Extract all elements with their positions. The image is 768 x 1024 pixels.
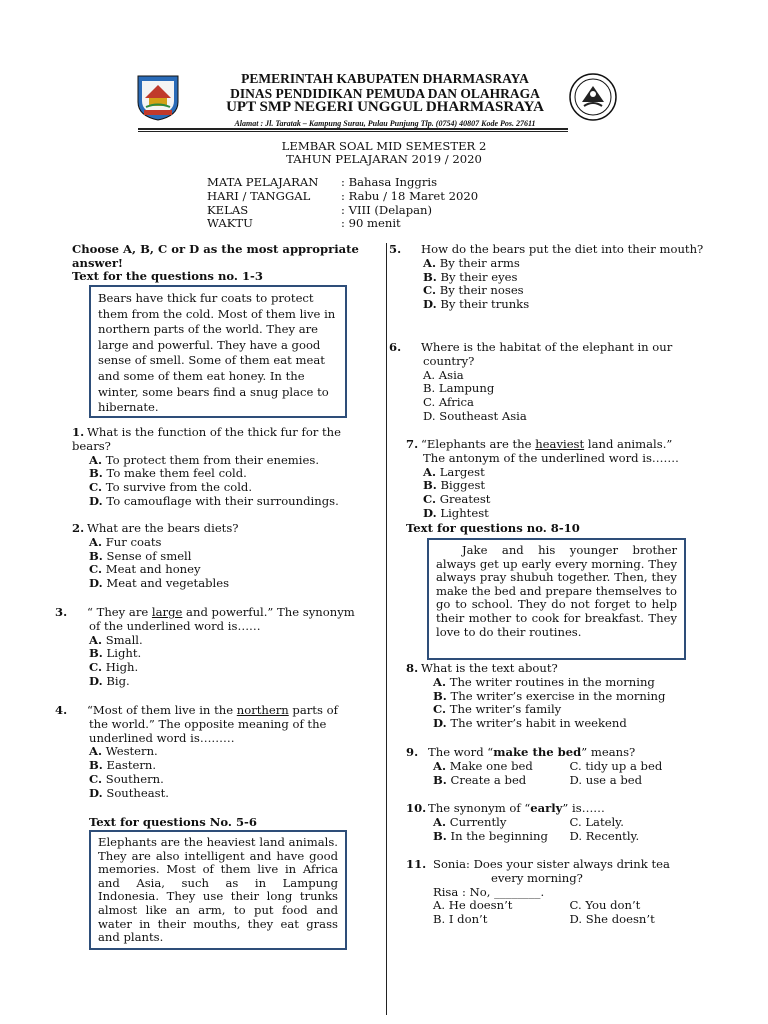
- question-10: 10. The synonym of “early” is…… A. Currently C. Lately. B. In the beginning D. Recently.: [406, 802, 706, 843]
- text3-passage: Jake and his younger brother always get up early every morning. They always pray shubuh together. Then, they make the bed and prepare themselves to go to school. They do not forget to help their mother to cook for breakfast. They love to do their routines.: [436, 543, 677, 639]
- option[interactable]: C. tidy up a bed: [569, 758, 663, 773]
- option[interactable]: D. To camouflage with their surroundings.: [89, 493, 339, 508]
- option[interactable]: B. In the beginning: [433, 828, 548, 843]
- option[interactable]: B. The writer’s exercise in the morning: [433, 688, 666, 703]
- option[interactable]: A. Western.: [89, 744, 158, 759]
- instruction: Choose A, B, C or D as the most appropriate answer!: [72, 242, 359, 270]
- text1-label: Text for the questions no. 1-3: [72, 269, 263, 283]
- option[interactable]: A. The writer routines in the morning: [433, 674, 655, 689]
- option[interactable]: C. Lately.: [569, 814, 624, 829]
- option[interactable]: A. Fur coats: [89, 534, 162, 549]
- info-class: KELAS : VIII (Delapan): [207, 203, 433, 217]
- text2-box: [89, 830, 347, 950]
- text2-label: Text for questions No. 5-6: [89, 815, 257, 829]
- option[interactable]: A. Small.: [89, 632, 143, 647]
- header-rule-thin: [138, 131, 568, 132]
- question-1: 1. What is the function of the thick fur for the bears? A. To protect them from their enemies. B. To make them feel cold. C. To survive from the cold. D. To camouflage with their surroundings.: [72, 426, 362, 509]
- option[interactable]: B. To make them feel cold.: [89, 466, 247, 481]
- option[interactable]: D. Recently.: [569, 828, 640, 843]
- option[interactable]: B. Create a bed: [433, 772, 527, 787]
- question-11: 11. Sonia: Does your sister always drink tea every morning? Risa : No, ________. A. He doesn’t C. You don’t B. I don’t D. She doesn’t: [406, 858, 706, 927]
- option[interactable]: D. By their trunks: [423, 297, 530, 312]
- option[interactable]: B. I don’t: [433, 912, 488, 927]
- option[interactable]: B. Biggest: [423, 478, 486, 493]
- header-line-2: DINAS PENDIDIKAN PEMUDA DAN OLAHRAGA: [230, 86, 540, 101]
- option[interactable]: C. High.: [89, 660, 139, 675]
- option[interactable]: A. Asia: [423, 367, 464, 382]
- option[interactable]: A. Currently: [433, 814, 507, 829]
- question-7: 7. “Elephants are the heaviest land animals.” The antonym of the underlined word is……. A. Largest B. Biggest C. Greatest D. Lightest: [406, 438, 706, 521]
- question-8: 8. What is the text about? A. The writer routines in the morning B. The writer’s exercise in the morning C. The writer’s family D. The writer’s habit in weekend: [406, 662, 706, 731]
- text3-box: [427, 538, 686, 660]
- header-line-3: UPT SMP NEGERI UNGGUL DHARMASRAYA: [226, 99, 544, 115]
- option[interactable]: A. Make one bed: [433, 758, 533, 773]
- option[interactable]: C. By their noses: [423, 283, 524, 298]
- option[interactable]: C. You don’t: [569, 898, 641, 913]
- exam-title: LEMBAR SOAL MID SEMESTER 2: [281, 139, 487, 153]
- question-4: 4. “Most of them live in the northern parts of the world.” The opposite meaning of the underlined word is……… A. Western. B. Eastern. C. Southern. D. Southeast.: [72, 704, 342, 801]
- option[interactable]: A. By their arms: [423, 255, 520, 270]
- option[interactable]: B. Lampung: [423, 381, 495, 396]
- option[interactable]: C. To survive from the cold.: [89, 480, 253, 495]
- option[interactable]: D. Southeast.: [89, 785, 169, 800]
- option[interactable]: D. Southeast Asia: [423, 408, 527, 423]
- info-date: HARI / TANGGAL : Rabu / 18 Maret 2020: [207, 189, 479, 203]
- option[interactable]: B. Eastern.: [89, 758, 157, 773]
- header-rule: [138, 128, 568, 130]
- option[interactable]: B. Sense of smell: [89, 548, 192, 563]
- district-logo: [133, 72, 183, 122]
- header-line-1: PEMERINTAH KABUPATEN DHARMASRAYA: [241, 71, 529, 86]
- text3-label: Text for questions no. 8-10: [406, 521, 580, 535]
- text1-box: [89, 285, 347, 418]
- option[interactable]: A. He doesn’t: [433, 898, 513, 913]
- option[interactable]: A. Largest: [423, 464, 485, 479]
- question-2: 2. What are the bears diets? A. Fur coats B. Sense of smell C. Meat and honey D. Meat and vegetables: [72, 522, 362, 591]
- option[interactable]: C. Southern.: [89, 771, 164, 786]
- option[interactable]: B. Light.: [89, 646, 142, 661]
- option[interactable]: B. By their eyes: [423, 269, 518, 284]
- option[interactable]: A. To protect them from their enemies.: [89, 452, 320, 467]
- header-address: Alamat : Jl. Taratak – Kampung Surau, Pulau Punjung Tlp. (0754) 40807 Kode Pos. 27611: [234, 119, 536, 128]
- exam-year: TAHUN PELAJARAN 2019 / 2020: [286, 152, 482, 166]
- option[interactable]: D. use a bed: [569, 772, 643, 787]
- question-5: 5. How do the bears put the diet into their mouth? A. By their arms B. By their eyes C. By their noses D. By their trunks: [406, 243, 706, 312]
- question-9: 9. The word “make the bed” means? A. Make one bed C. tidy up a bed B. Create a bed D. use a bed: [406, 746, 706, 787]
- text2-passage: Elephants are the heaviest land animals. They are also intelligent and have good memories. Most of them live in Africa and Asia, such as in Lampung Indonesia. They use their long trunks almost like an arm, to put food and water in their mouths, they eat grass and plants.: [98, 835, 338, 945]
- question-6: 6. Where is the habitat of the elephant in our country? A. Asia B. Lampung C. Africa D. Southeast Asia: [406, 341, 706, 424]
- option[interactable]: C. Meat and honey: [89, 562, 201, 577]
- info-subject: MATA PELAJARAN : Bahasa Inggris: [207, 175, 438, 189]
- column-divider: [386, 243, 387, 1015]
- option[interactable]: C. Greatest: [423, 492, 491, 507]
- question-3: 3. “ They are large and powerful.” The synonym of the underlined word is…… A. Small. B. Light. C. High. D. Big.: [72, 606, 362, 689]
- text1-passage: Bears have thick fur coats to protect them from the cold. Most of them live in northern parts of the world. They are large and powerful. They have a good sense of smell. Some of them eat meat and some of them eat honey. In the winter, some bears find a snug place to hibernate.: [98, 291, 336, 415]
- option[interactable]: C. Africa: [423, 395, 474, 410]
- option[interactable]: D. Big.: [89, 673, 130, 688]
- option[interactable]: D. She doesn’t: [569, 912, 655, 927]
- option[interactable]: D. The writer’s habit in weekend: [433, 716, 627, 731]
- option[interactable]: D. Meat and vegetables: [89, 576, 230, 591]
- option[interactable]: C. The writer’s family: [433, 702, 562, 717]
- option[interactable]: D. Lightest: [423, 505, 489, 520]
- info-time: WAKTU : 90 menit: [207, 216, 401, 230]
